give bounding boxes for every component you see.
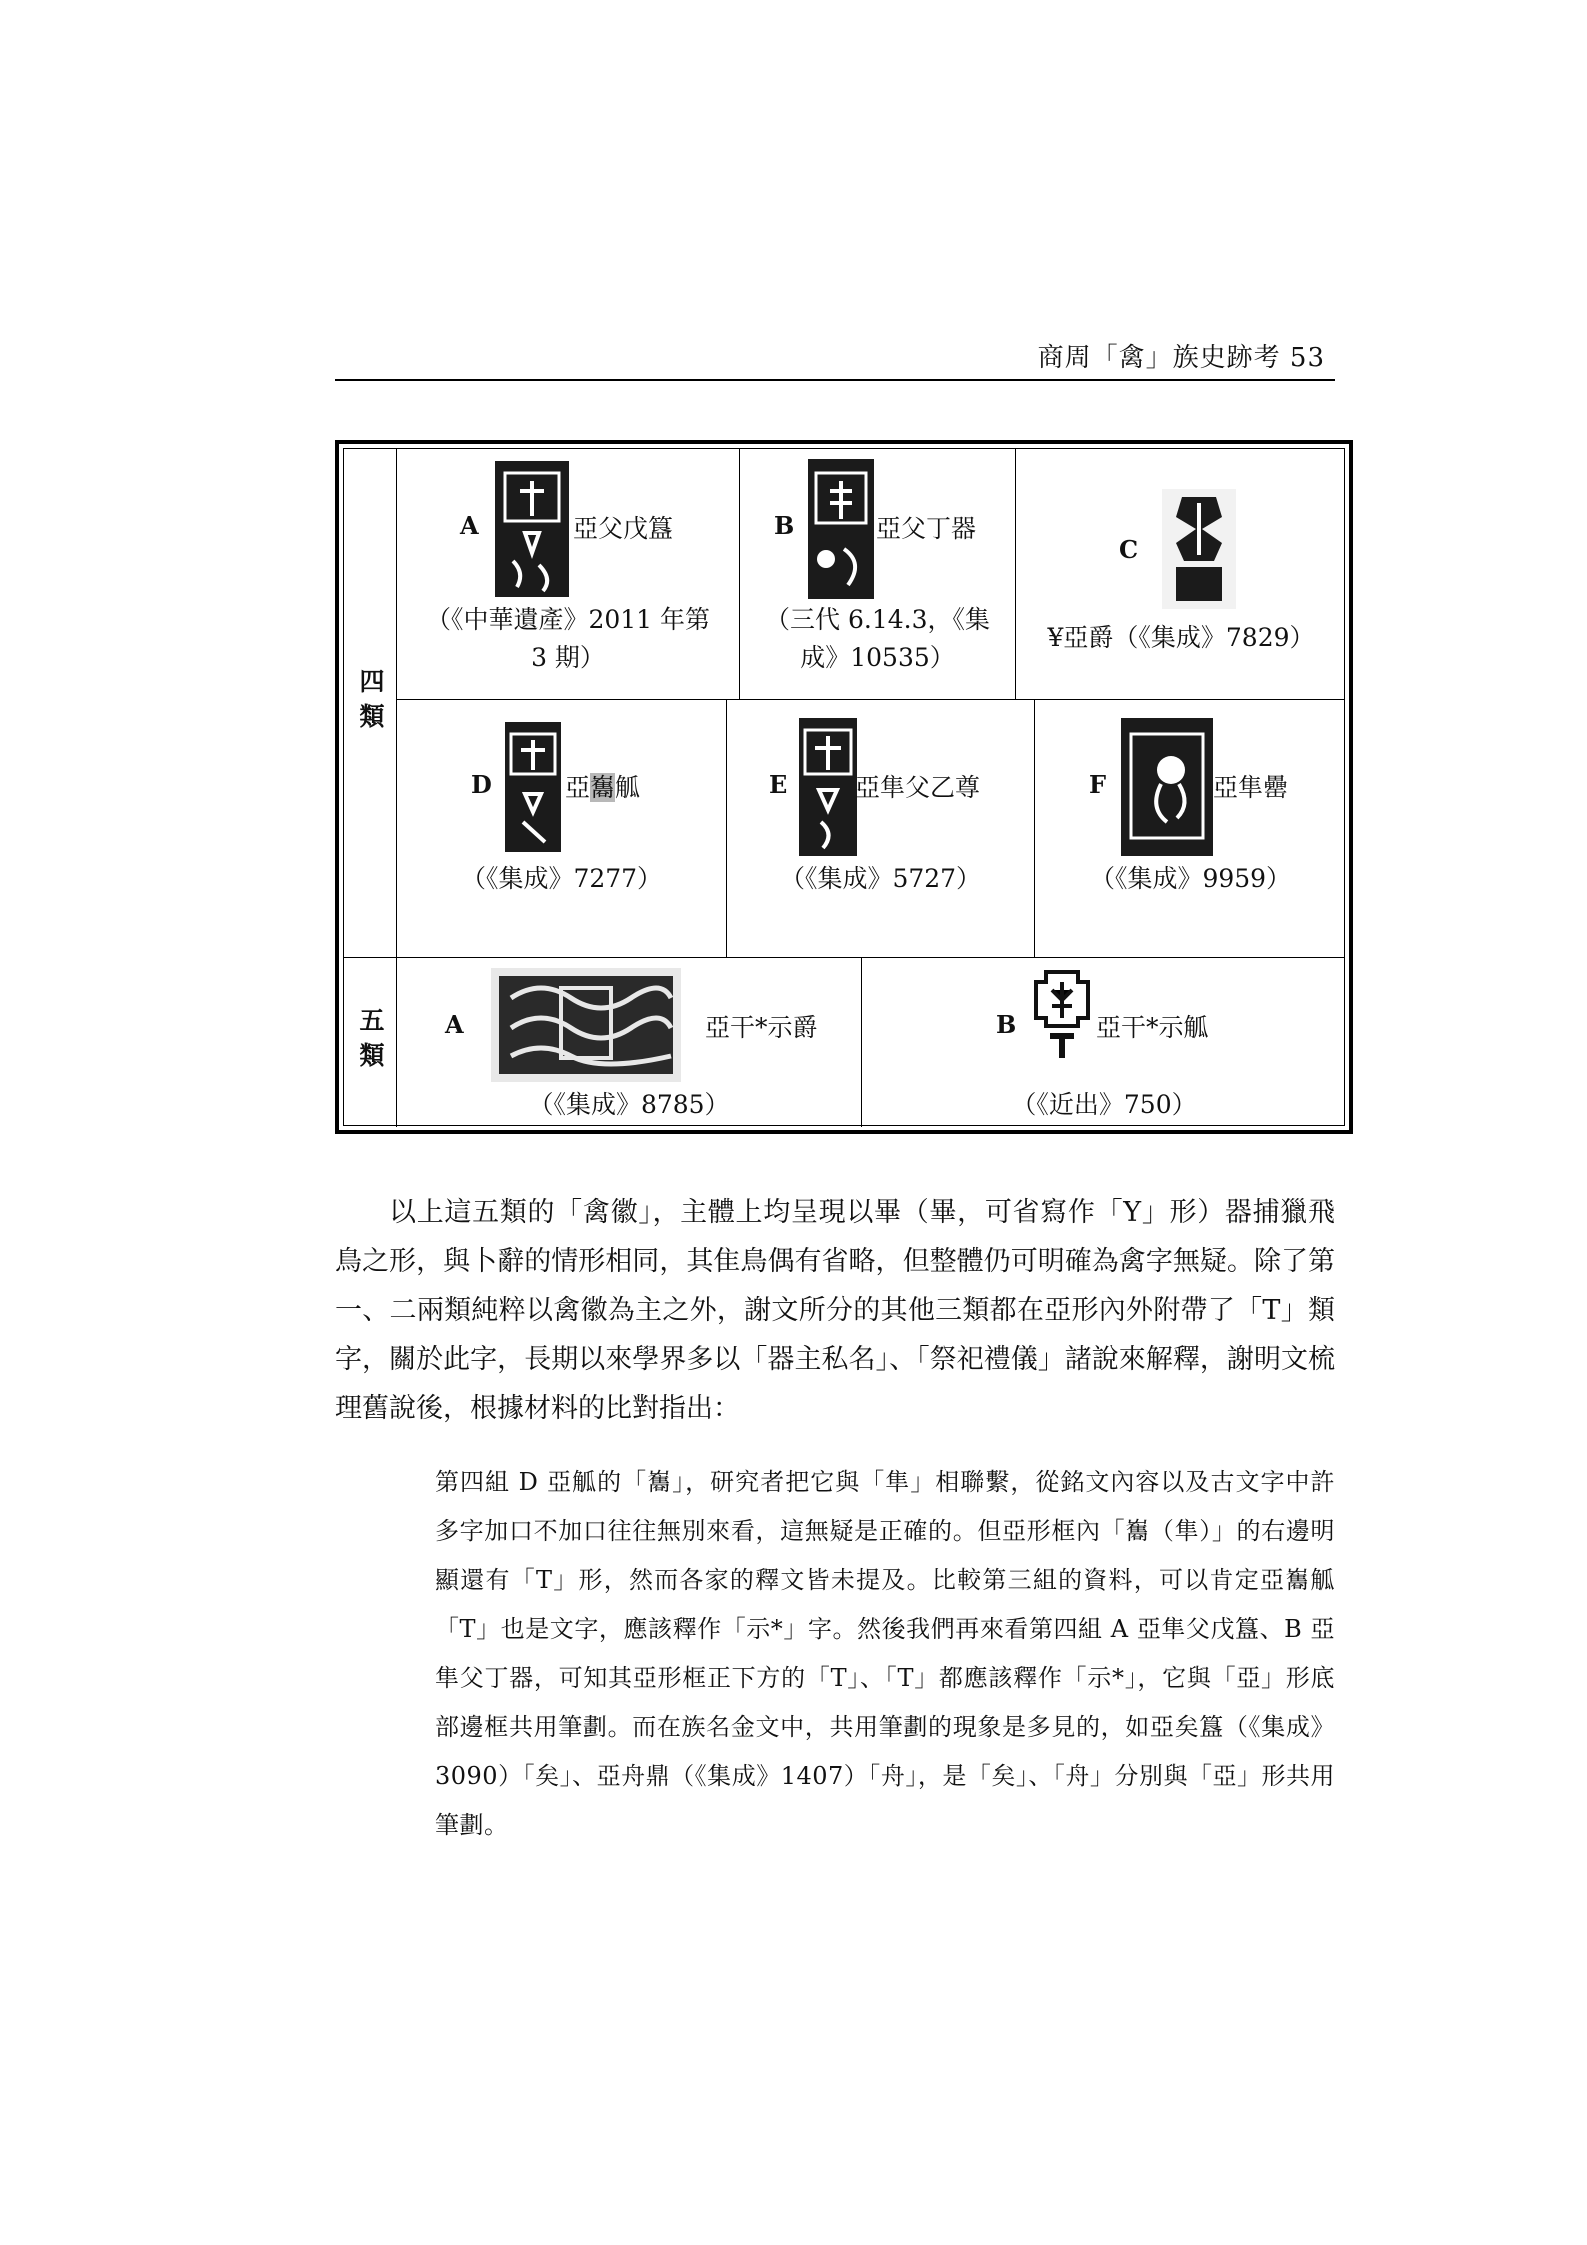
figure-cell-4B <box>740 449 1016 699</box>
rubbing-image <box>495 461 569 597</box>
figure-cell-4A <box>397 449 740 699</box>
quote-text: 第四組 D 亞觚的「雟」，研究者把它與「隼」相聯繫，從銘文內容以及古文字中許多字加口不加口往往無別來看，這無疑是正確的。但亞形框內「雟（隼）」的右邊明顯還有「T」形，然而各家的釋文皆未提及。比較第三組的資料，可以肯定亞雟觚「T」也是文字，應該釋作「示*」字。然後我們再來看第四組 A 亞隼父戊簋、B 亞隼父丁器，可知其亞形框正下方的「T」、「T」都應該釋作「示*」，它與「亞」形底部邊框共用筆劃。而在族名金文中，共用筆劃的現象是多見的，如亞矣簋（《集成》3090）「矣」、亞舟鼎（《集成》1407）「舟」，是「矣」、「舟」分別與「亞」形共用筆劃。 <box>435 1468 1335 1839</box>
inscription-name: 亞隼父乙尊 <box>855 773 981 802</box>
figure-cell-4E <box>727 700 1035 957</box>
cell-letter: B <box>996 1010 1017 1039</box>
highlighted-character: 雟 <box>590 773 616 802</box>
cell-letter: C <box>1119 535 1139 564</box>
running-header <box>335 335 1335 381</box>
rubbing-image <box>1162 489 1236 609</box>
inscription-name: 亞隼罍 <box>1213 773 1289 802</box>
source-citation: （《集成》7277） <box>460 864 663 893</box>
inscription-name: 亞父戊簋 <box>573 514 674 543</box>
body-paragraph <box>335 1188 1335 1433</box>
cell-letter: D <box>471 770 492 799</box>
figure-cell-4C <box>1016 449 1346 699</box>
cell-letter: A <box>460 511 479 540</box>
figure-cell-4D <box>397 700 727 957</box>
inscription-name: 亞雟觚 <box>565 773 641 802</box>
cell-letter: F <box>1089 770 1107 799</box>
source-citation: （《近出》750） <box>1011 1090 1197 1119</box>
inscription-name: ¥亞爵（《集成》7829） <box>1047 623 1315 652</box>
row-label-group4: 四類 <box>344 449 397 957</box>
figure-cell-5B <box>862 958 1346 1127</box>
cell-letter: E <box>769 770 788 799</box>
rubbing-image <box>799 718 857 856</box>
source-citation: （《集成》9959） <box>1089 864 1292 893</box>
rubbing-image <box>491 968 681 1082</box>
rubbing-image <box>1032 968 1092 1060</box>
block-quote <box>435 1458 1335 1850</box>
figure-cell-4F <box>1035 700 1346 957</box>
source-citation: （《集成》5727） <box>779 864 982 893</box>
inscription-name: 亞干*示爵 <box>705 1013 818 1042</box>
rubbing-image <box>505 722 561 852</box>
inscription-name: 亞干*示觚 <box>1096 1013 1209 1042</box>
paragraph-text: 以上這五類的「禽徽」，主體上均呈現以畢（畢，可省寫作「Y」形）器捕獵飛鳥之形，與卜辭的情形相同，其隹鳥偶有省略，但整體仍可明確為禽字無疑。除了第一、二兩類純粹以禽徽為主之外，謝文所分的其他三類都在亞形內外附帶了「T」類字，關於此字，長期以來學界多以「器主私名」、「祭祀禮儀」諸說來解釋，謝明文梳理舊說後，根據材料的比對指出： <box>335 1197 1335 1424</box>
row-label-group5: 五類 <box>344 957 397 1127</box>
rubbing-image <box>808 459 874 599</box>
inscription-name: 亞父丁器 <box>876 514 977 543</box>
rubbing-image <box>1121 718 1213 856</box>
source-citation: （《中華遺產》2011 年第 3 期） <box>425 605 711 672</box>
running-title: 商周「禽」族史跡考 53 <box>1037 343 1325 373</box>
cell-letter: B <box>774 511 795 540</box>
source-citation: （《集成》8785） <box>528 1090 730 1119</box>
source-citation: （三代 6.14.3，《集成》10535） <box>765 605 990 672</box>
figure-cell-5A <box>397 958 862 1127</box>
figure-table <box>335 440 1353 1134</box>
cell-letter: A <box>445 1010 464 1039</box>
